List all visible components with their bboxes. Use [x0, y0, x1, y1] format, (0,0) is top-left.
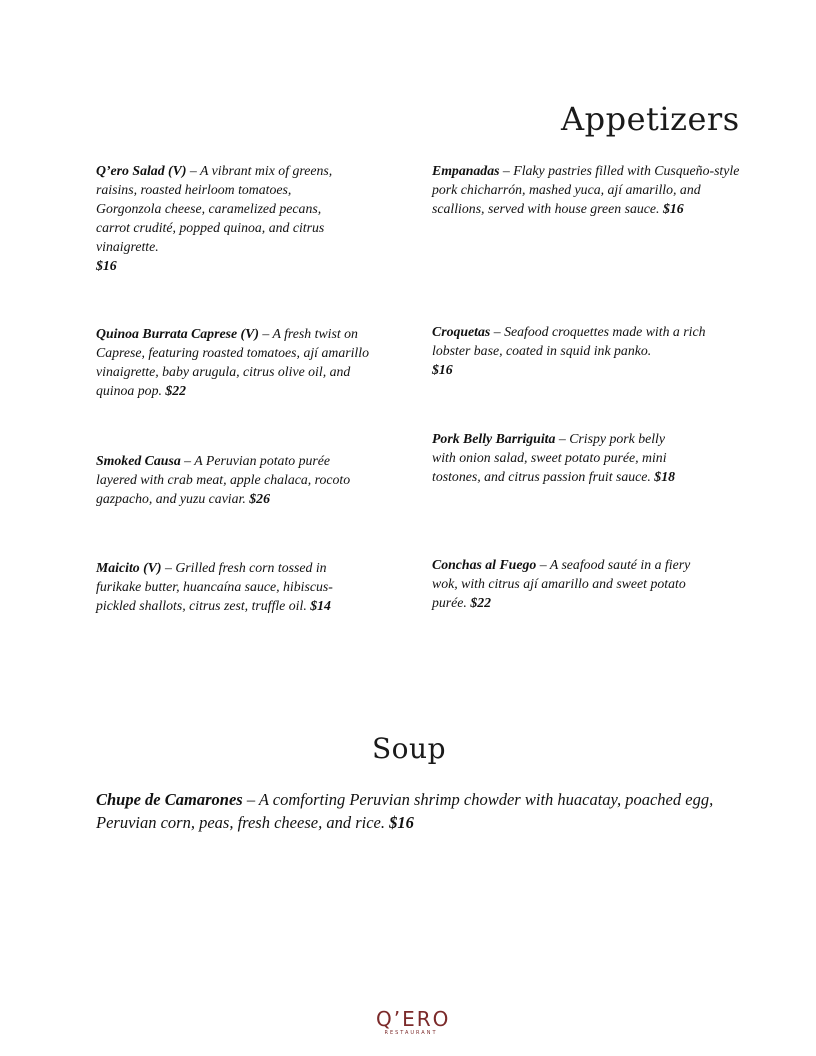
item-description: – Seafood croquettes made with a rich lobster base, coated in squid ink panko.: [432, 324, 706, 358]
menu-item-maicito: [96, 558, 368, 615]
item-price: $22: [470, 595, 492, 610]
item-price: $16: [389, 813, 414, 832]
item-description: – Grilled fresh corn tossed in furikake butter, huancaína sauce, hibiscus-pickled shallots, citrus zest, truffle oil.: [96, 560, 333, 613]
item-price: $26: [249, 491, 270, 506]
item-name: Conchas al Fuego: [432, 557, 537, 572]
restaurant-logo: [376, 1007, 451, 1036]
item-name: Q’ero Salad (V): [96, 163, 187, 178]
item-price: $16: [96, 258, 117, 273]
item-description: – Crispy pork belly with onion salad, sweet potato purée, mini tostones, and citrus passion fruit sauce.: [432, 431, 667, 484]
item-description: – A Peruvian potato purée layered with crab meat, apple chalaca, rocoto gazpacho, and yuzu caviar.: [96, 453, 351, 506]
appetizers-heading: Appetizers: [561, 100, 740, 138]
soup-heading: Soup: [372, 732, 446, 765]
item-name: Chupe de Camarones: [96, 790, 243, 809]
logo-wordmark: Q’ERO: [376, 1007, 451, 1031]
item-description: – Flaky pastries filled with Cusqueño-style pork chicharrón, mashed yuca, ají amarillo, and scallions, served with house green sauce.: [432, 163, 740, 216]
menu-item-croquetas: [432, 322, 712, 379]
item-name: Smoked Causa: [96, 453, 181, 468]
item-price: $22: [165, 383, 187, 398]
menu-item-pork-belly-barriguita: [432, 429, 680, 486]
item-description: – A fresh twist on Caprese, featuring roasted tomatoes, ají amarillo vinaigrette, baby arugula, citrus olive oil, and quinoa pop.: [96, 326, 369, 398]
item-description: – A seafood sauté in a fiery wok, with citrus ají amarillo and sweet potato purée.: [432, 557, 691, 610]
logo-subtext: RESTAURANT: [384, 1030, 438, 1036]
item-description: – A comforting Peruvian shrimp chowder with huacatay, poached egg, Peruvian corn, peas, fresh cheese, and rice.: [96, 790, 714, 832]
item-name: Croquetas: [432, 324, 491, 339]
item-name: Quinoa Burrata Caprese (V): [96, 326, 259, 341]
menu-item-smoked-causa: [96, 451, 364, 508]
item-price: $14: [310, 598, 331, 613]
menu-item-quinoa-burrata-caprese: [96, 324, 391, 400]
item-description: – A vibrant mix of greens, raisins, roasted heirloom tomatoes, Gorgonzola cheese, caramelized pecans, carrot crudité, popped quinoa, and citrus vinaigrette.: [96, 163, 333, 254]
item-price: $16: [432, 362, 453, 377]
menu-item-empanadas: [432, 161, 752, 218]
menu-item-qero-salad: [96, 161, 341, 275]
menu-item-chupe-de-camarones: [96, 788, 726, 834]
item-name: Pork Belly Barriguita: [432, 431, 556, 446]
item-price: $16: [662, 201, 684, 216]
item-name: Maicito (V): [96, 560, 162, 575]
item-price: $18: [654, 469, 675, 484]
menu-item-conchas-al-fuego: [432, 555, 712, 612]
item-name: Empanadas: [432, 163, 500, 178]
